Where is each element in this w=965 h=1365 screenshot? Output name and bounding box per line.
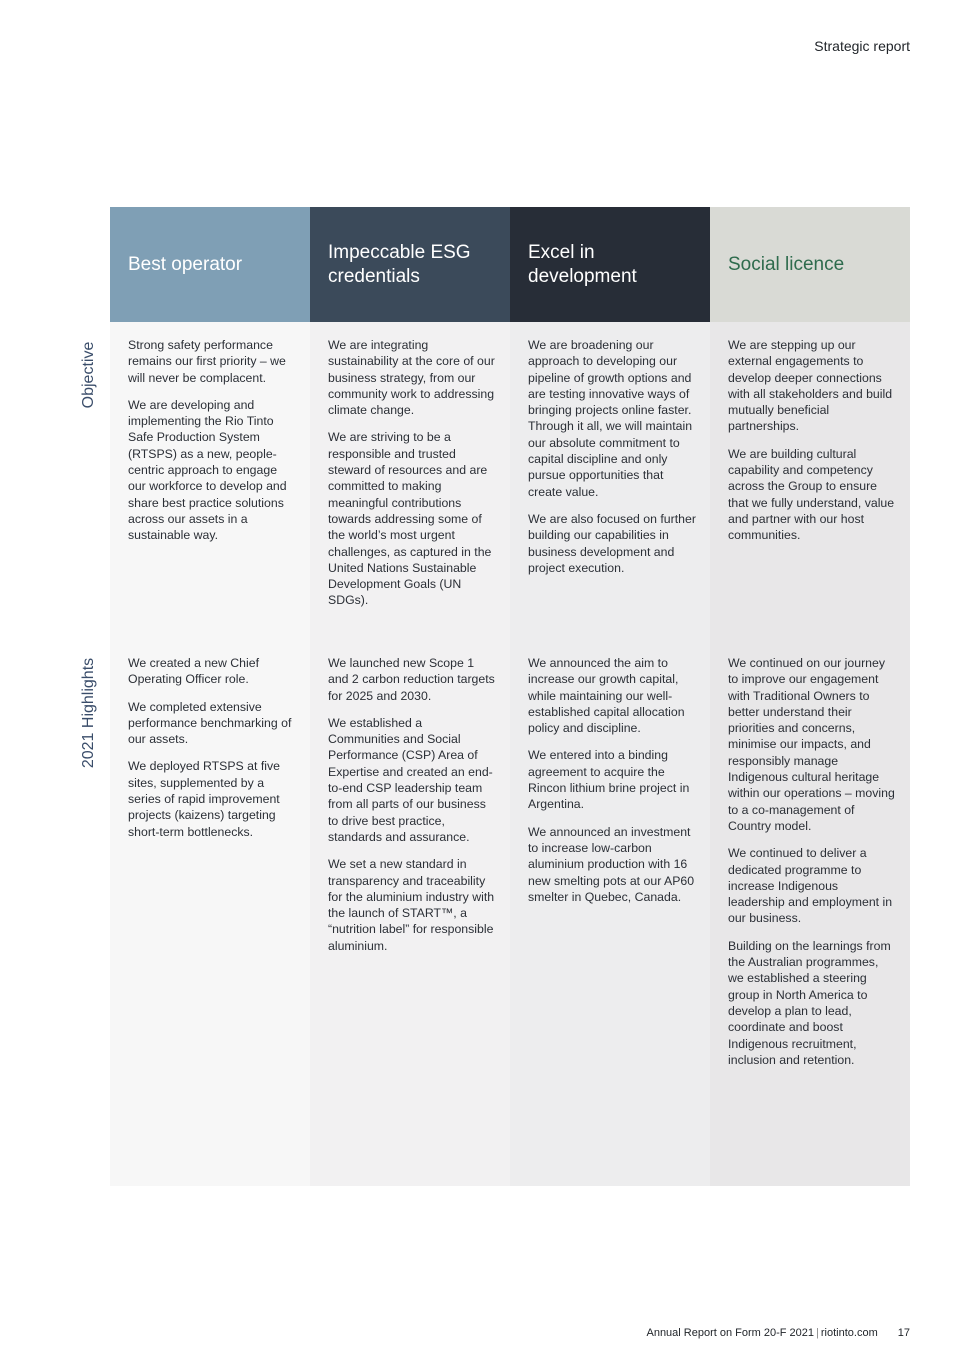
footer-report-title: Annual Report on Form 20-F 2021 (646, 1327, 815, 1339)
paragraph: We are integrating sustainability at the core of our business strategy, from our community work to addressing climate change. (328, 338, 495, 418)
paragraph: We established a Communities and Social Performance (CSP) Area of Expertise and created an end-to-end CSP leadership team from all parts of our business to drive best practice, standards and assurance. (328, 715, 493, 844)
page-footer (646, 1327, 910, 1339)
paragraph: Strong safety performance remains our first priority – we will never be complacent. (128, 338, 286, 385)
objective-text (728, 337, 896, 555)
column-header (310, 207, 510, 322)
paragraph: We are stepping up our external engagements to develop deeper connections with all stakeholders and build mutually beneficial partnerships. (728, 338, 893, 434)
strategy-table (110, 207, 910, 1186)
column-body (110, 322, 310, 1186)
column-title: Best operator (128, 253, 243, 275)
paragraph: We continued to deliver a dedicated programme to increase Indigenous leadership and employment in our business. (728, 846, 893, 926)
column-header (510, 207, 710, 322)
column-esg-credentials (310, 207, 510, 1186)
objective-text (328, 337, 496, 620)
objective-text (128, 337, 296, 555)
column-title: Social licence (728, 253, 845, 275)
column-best-operator (110, 207, 310, 1186)
section-title: Strategic report (814, 38, 910, 54)
objective-text (528, 337, 696, 587)
paragraph: We created a new Chief Operating Officer role. (128, 656, 260, 687)
column-social-licence (710, 207, 910, 1186)
column-excel-in-development (510, 207, 710, 1186)
paragraph: We are broadening our approach to developing our pipeline of growth options and are testing innovative ways of bringing projects online faster. Through it all, we will maintain our absolute commitment to capital discipline and only pursue opportunities that create value. (528, 338, 693, 499)
column-body (310, 322, 510, 1186)
paragraph: We are developing and implementing the Rio Tinto Safe Production System (RTSPS) as a new, people-centric approach to engage our workforce to develop and share best practice solutions across our assets in a sustainable way. (128, 397, 287, 543)
footer-website-link[interactable]: riotinto.com (820, 1327, 878, 1339)
column-title: Excel in development (528, 241, 637, 287)
highlights-text (328, 655, 496, 965)
paragraph: Building on the learnings from the Australian programmes, we established a steering group in North America to develop a plan to lead, coordinate and boost Indigenous recruitment, inclusion and retention. (728, 938, 891, 1067)
highlights-text (728, 655, 896, 1079)
column-body (510, 322, 710, 1186)
footer-separator: | (816, 1327, 819, 1339)
paragraph: We deployed RTSPS at five sites, supplemented by a series of rapid improvement projects (kaizens) targeting short-term bottlenecks. (128, 759, 280, 839)
column-body (710, 322, 910, 1186)
column-title: Impeccable ESG credentials (328, 241, 471, 287)
paragraph: We announced an investment to increase low-carbon aluminium production with 16 new smelting pots at our AP60 smelter in Quebec, Canada. (528, 824, 695, 904)
paragraph: We are striving to be a responsible and trusted steward of resources and are committed to making meaningful contributions towards addressing some of the world’s most urgent challenges, as captured in the United Nations Sustainable Development Goals (UN SDGs). (328, 430, 492, 608)
paragraph: We entered into a binding agreement to acquire the Rincon lithium brine project in Argentina. (528, 748, 690, 812)
row-label-objective: Objective (80, 341, 97, 409)
paragraph: We set a new standard in transparency and traceability for the aluminium industry with the launch of START™, a “nutrition label” for responsible aluminium. (328, 857, 495, 953)
column-header (710, 207, 910, 322)
page-number: 17 (897, 1327, 910, 1339)
column-header (110, 207, 310, 322)
paragraph: We launched new Scope 1 and 2 carbon reduction targets for 2025 and 2030. (328, 656, 495, 703)
paragraph: We are building cultural capability and competency across the Group to ensure that we fully understand, value and partner with our host communities. (728, 446, 895, 543)
highlights-text (528, 655, 696, 916)
paragraph: We are also focused on further building our capabilities in business development and project execution. (528, 511, 696, 575)
highlights-text (128, 655, 296, 851)
paragraph: We completed extensive performance benchmarking of our assets. (128, 699, 292, 747)
paragraph: We announced the aim to increase our growth capital, while maintaining our well-established capital allocation policy and discipline. (528, 656, 685, 736)
row-label-highlights: 2021 Highlights (80, 657, 97, 769)
paragraph: We continued on our journey to improve our engagement with Traditional Owners to better understand their priorities and concerns, minimise our impacts, and responsibly manage Indigenous cultural heritage within our operations – moving to a co-management of Country model. (728, 656, 895, 833)
